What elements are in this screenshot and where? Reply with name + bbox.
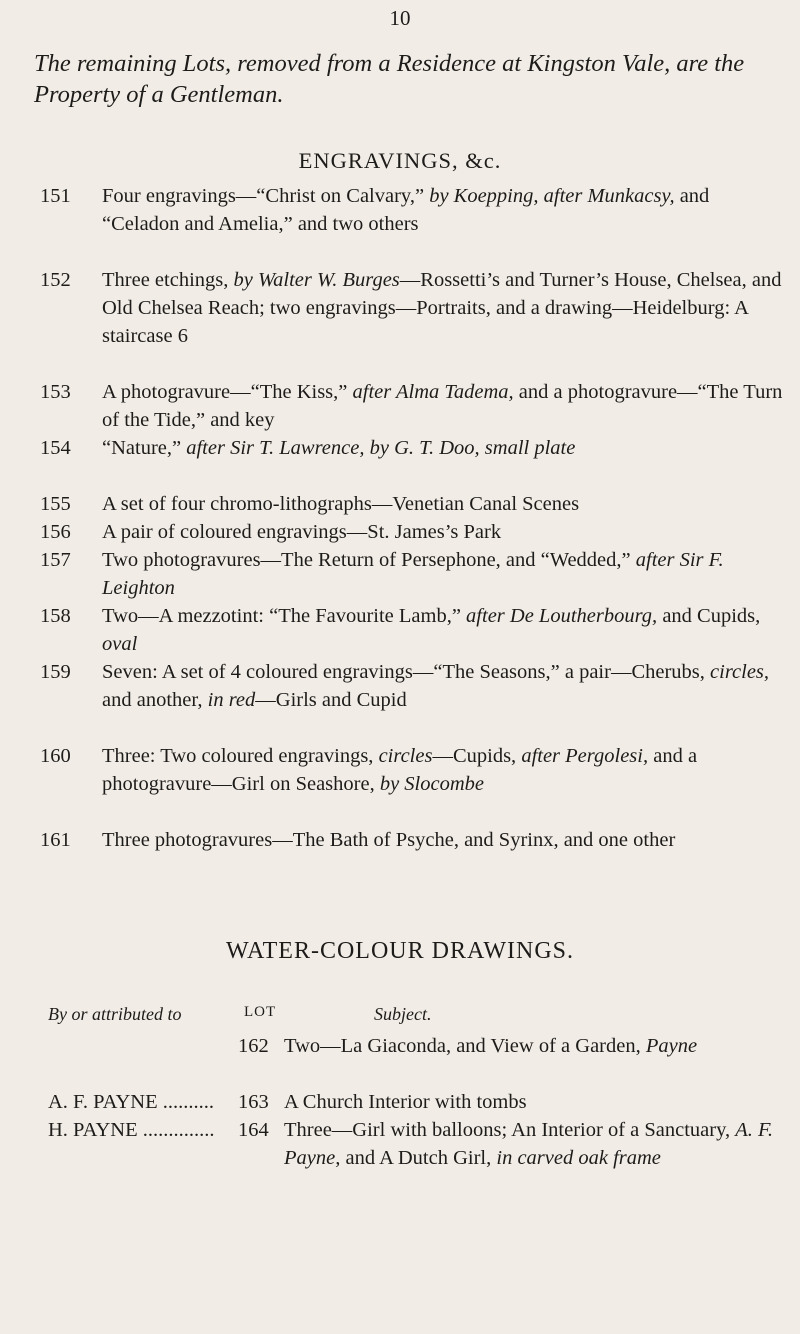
lot-number: 153 [40, 381, 71, 403]
text-run: and another, [102, 688, 208, 711]
text-run: A photogravure—“The Kiss,” [102, 381, 353, 403]
lot-156 [40, 519, 785, 547]
italic-text: after Sir T. Lawrence, by G. T. Doo, small plate [186, 437, 576, 459]
italic-text: in carved oak frame [496, 1147, 661, 1169]
lot-number: 161 [40, 829, 71, 851]
italic-text: oval [102, 632, 138, 655]
lot-description [102, 491, 785, 519]
engravings-heading: ENGRAVINGS, &c. [298, 148, 502, 173]
text-run: A Church Interior with tombs [284, 1091, 527, 1113]
text-run: Two—La Giaconda, and View of a Garden, [284, 1035, 646, 1057]
lot-number: 152 [40, 269, 71, 291]
lot-160 [40, 743, 785, 799]
lot-description [284, 1032, 788, 1060]
lot-152 [40, 267, 785, 350]
lot-number: 155 [40, 493, 71, 515]
lot-153 [40, 379, 785, 435]
lot-description [102, 435, 785, 463]
italic-text: after Alma Tadema, [352, 381, 514, 403]
italic-text: circles [378, 745, 433, 767]
text-run: A pair of coloured engravings—St. James’s Park [102, 521, 502, 543]
text-run: and a photogravure—Girl on Seashore, [102, 745, 698, 795]
text-run: Three—Girl with balloons; An Interior of a Sanctuary, [284, 1119, 736, 1141]
lot-155 [40, 491, 785, 519]
lot-158 [40, 603, 785, 659]
lot-number: 158 [40, 605, 71, 627]
lot-description [102, 827, 785, 855]
italic-text: after Sir F. Leighton [102, 549, 724, 599]
lot-artist: H. PAYNE .............. [48, 1119, 215, 1141]
text-run: Three photogravures—The Bath of Psyche, and Syrinx, and one other [102, 829, 676, 851]
text-run: and a photogravure—“The Turn of the Tide,” and key [102, 381, 783, 431]
text-run: —Rossetti’s and Turner’s House, Chelsea, and Old Chelsea Reach; two engravings—Portraits, and a drawing—Heidelburg: A staircase 6 [102, 269, 782, 347]
page-number: 10 [389, 6, 411, 30]
text-run: A set of four chromo-lithographs—Venetian Canal Scenes [102, 493, 580, 515]
lot-description [102, 603, 785, 659]
text-run: and Cupids, [657, 605, 761, 627]
lot-162 [48, 1032, 788, 1060]
artist-column-header: By or attributed to [48, 1004, 182, 1024]
italic-text: Payne [645, 1035, 698, 1057]
lot-description [284, 1116, 788, 1172]
lot-161 [40, 827, 785, 855]
italic-text: after De Loutherbourg, [466, 605, 658, 627]
lot-description [102, 743, 785, 799]
lot-number: 163 [238, 1091, 269, 1113]
text-run: Two photogravures—The Return of Persephone, and “Wedded,” [102, 549, 636, 571]
text-run: Three etchings, [102, 269, 234, 291]
lot-number: 151 [40, 185, 71, 207]
text-run: Three: Two coloured engravings, [102, 745, 379, 767]
lot-description [102, 547, 785, 603]
lot-number: 160 [40, 745, 71, 767]
lot-artist: A. F. PAYNE .......... [48, 1091, 215, 1113]
text-run: and A Dutch Girl, [340, 1147, 497, 1169]
lot-159 [40, 659, 785, 715]
italic-text: by Slocombe [379, 772, 484, 795]
lot-column-header: LOT [244, 1004, 277, 1020]
lot-description [102, 267, 785, 350]
lot-number: 157 [40, 549, 71, 571]
lot-151 [40, 183, 785, 239]
lot-number: 164 [238, 1119, 269, 1141]
italic-text: by Koepping, after Munkacsy, [429, 185, 675, 207]
subject-column-header: Subject. [374, 1004, 432, 1024]
text-run: and “Celadon and Amelia,” and two others [102, 185, 710, 235]
text-run: “Nature,” [102, 437, 187, 459]
lot-number: 154 [40, 437, 71, 459]
lot-163 [48, 1088, 788, 1116]
lot-description [102, 183, 785, 239]
intro-heading: The remaining Lots, removed from a Residence at Kingston Vale, are the Property of a Gentleman. [34, 50, 745, 108]
text-run: —Cupids, [432, 745, 522, 767]
watercolours-heading: WATER-COLOUR DRAWINGS. [225, 938, 575, 964]
lot-154 [40, 435, 785, 463]
lot-number: 156 [40, 521, 71, 543]
lot-164 [48, 1116, 788, 1172]
lot-description [102, 519, 785, 547]
lot-description [284, 1088, 788, 1116]
lot-description [102, 379, 785, 435]
lot-number: 162 [238, 1035, 269, 1057]
lot-description [102, 659, 785, 715]
italic-text: after Pergolesi, [521, 745, 649, 767]
text-run: —Girls and Cupid [255, 688, 407, 711]
text-run: Seven: A set of 4 coloured engravings—“The Seasons,” a pair—Cherubs, [102, 661, 711, 683]
text-run: Four engravings—“Christ on Calvary,” [102, 185, 430, 207]
italic-text: circles, [710, 661, 770, 683]
italic-text: A. F. Payne, [284, 1119, 774, 1169]
italic-text: in red [207, 688, 256, 711]
text-run: Two—A mezzotint: “The Favourite Lamb,” [102, 605, 467, 627]
lot-157 [40, 547, 785, 603]
italic-text: by Walter W. Burges [233, 269, 400, 291]
lot-number: 159 [40, 661, 71, 683]
